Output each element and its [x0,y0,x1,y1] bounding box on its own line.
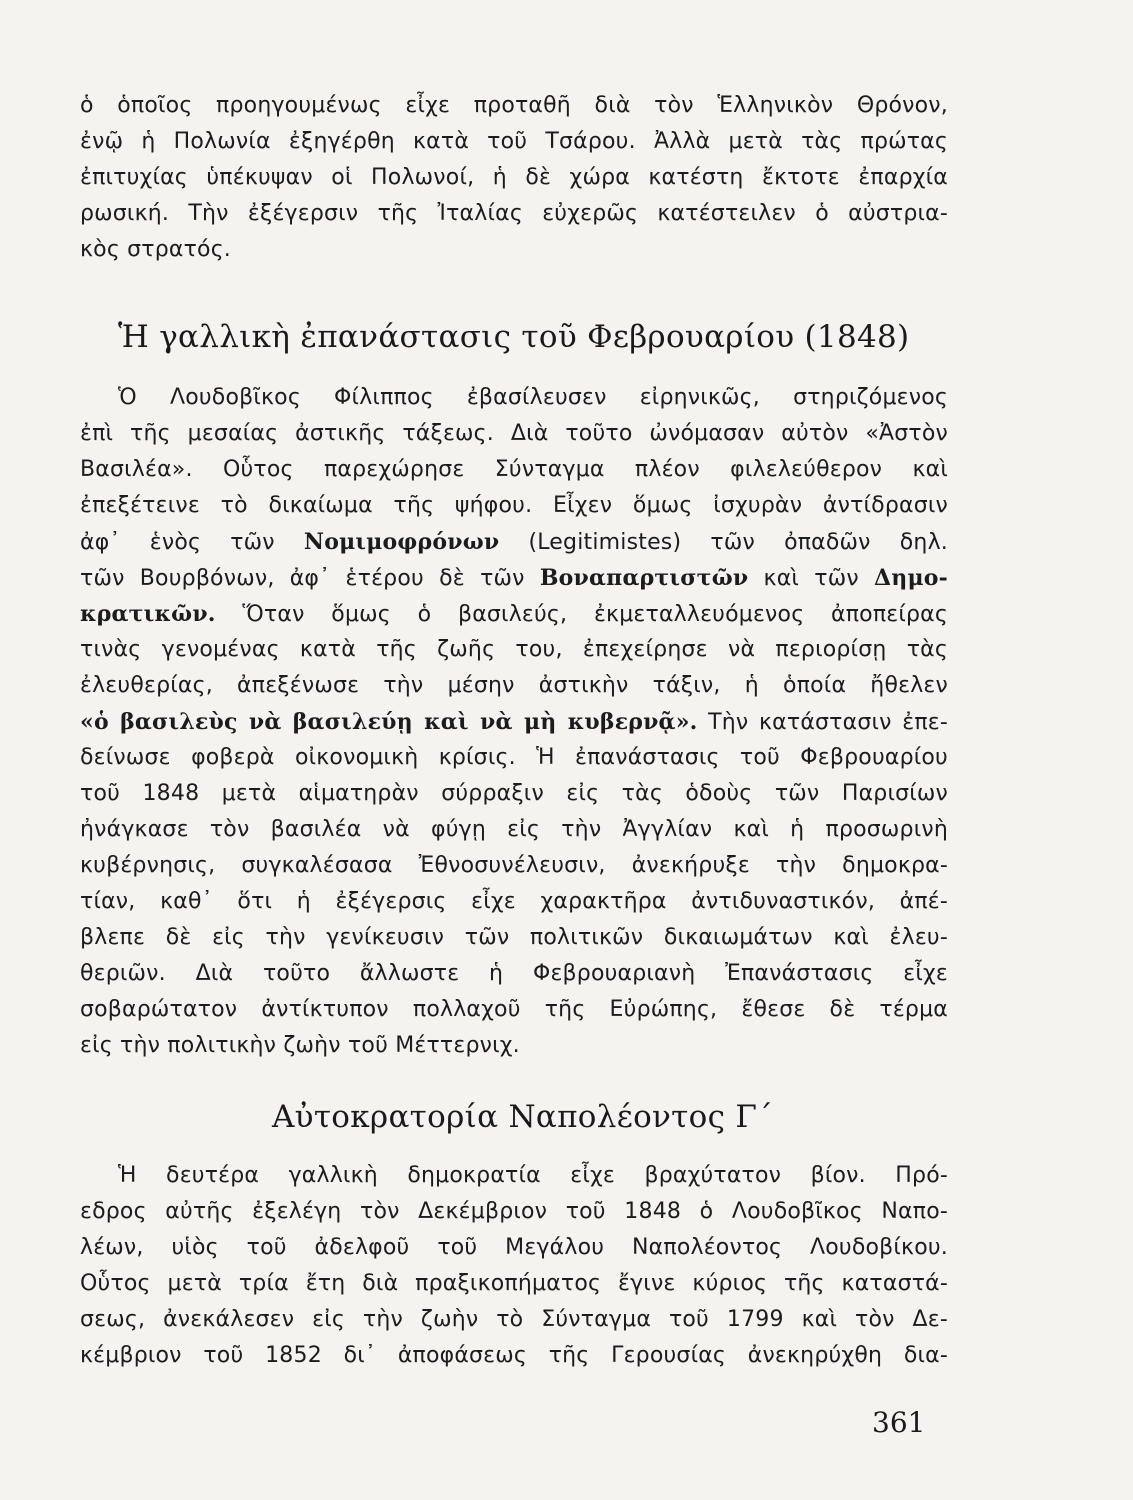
s1-line-18: σοβαρώτατον ἀντίκτυπον πολλαχοῦ τῆς Εὐρώπης, ἔθεσε δὲ τέρμα [80,997,948,1022]
page-number: 361 [872,1406,926,1439]
section-heading-february-revolution: Ἡ γαλλικὴ ἐπανάστασις τοῦ Φεβρουαρίου (1848) [118,319,910,355]
s1-line-7-post: Ὅταν ὅμως ὁ βασιλεύς, ἐκμεταλλευόμενος ἀποπείρας [215,602,948,627]
s1-line-16: βλεπε δὲ εἰς τὴν γενίκευσιν τῶν πολιτικῶν δικαιωμάτων καὶ ἐλευ- [80,925,948,950]
s1-line-12: τοῦ 1848 μετὰ αἱματηρὰν σύρραξιν εἰς τὰς ὁδοὺς τῶν Παρισίων [80,781,948,806]
term-legitimists: Νομιμοφρόνων [303,529,500,555]
s1-line-4: ἐπεξέτεινε τὸ δικαίωμα τῆς ψήφου. Εἶχεν ὅμως ἰσχυρὰν ἀντίδρασιν [80,493,948,518]
s2-line-6: κέμβριον τοῦ 1852 δι᾽ ἀποφάσεως τῆς Γερουσίας ἀνεκηρύχθη δια- [80,1343,948,1368]
s1-line-8: τινὰς γενομένας κατὰ τῆς ζωῆς του, ἐπεχείρησε νὰ περιορίσῃ τὰς [80,637,948,662]
s1-line-5-pre: ἀφ᾽ ἑνὸς τῶν [80,530,304,555]
s1-line-6-mid: καὶ τῶν [748,566,875,591]
s2-line-2: εδρος αὐτῆς ἐξελέγη τὸν Δεκέμβριον τοῦ 1848 ὁ Λουδοβῖκος Ναπο- [80,1199,948,1224]
intro-line-5: κὸς στρατός. [80,237,231,262]
s1-line-1: Ὁ Λουδοβῖκος Φίλιππος ἐβασίλευσεν εἰρηνικῶς, στηριζόμενος [118,385,948,410]
s1-line-6-pre: τῶν Βουρβόνων, ἀφ᾽ ἑτέρου δὲ τῶν [80,566,540,591]
intro-line-2: ἐνῷ ἡ Πολωνία ἐξηγέρθη κατὰ τοῦ Τσάρου. Ἀλλὰ μετὰ τὰς πρώτας [80,129,948,154]
intro-line-1: ὁ ὁποῖος προηγουμένως εἶχε προταθῆ διὰ τὸν Ἑλληνικὸν Θρόνον, [80,93,948,118]
s2-line-3: λέων, υἱὸς τοῦ ἀδελφοῦ τοῦ Μεγάλου Ναπολέοντος Λουδοβίκου. [80,1235,948,1260]
s1-line-14: κυβέρνησις, συγκαλέσασα Ἐθνοσυνέλευσιν, ἀνεκήρυξε τὴν δημοκρα- [80,853,948,878]
s1-line-19: εἰς τὴν πολιτικὴν ζωὴν τοῦ Μέττερνιχ. [80,1033,520,1058]
section-heading-napoleon-empire: Αὐτοκρατορία Ναπολέοντος Γ΄ [272,1099,774,1135]
s1-line-9: ἐλευθερίας, ἀπεξένωσε τὴν μέσην ἀστικὴν τάξιν, ἡ ὁποία ἤθελεν [80,673,948,698]
s1-line-15: τίαν, καθ᾽ ὅτι ἡ ἐξέγερσις εἶχε χαρακτῆρα ἀντιδυναστικόν, ἀπέ- [80,889,948,914]
term-democrats-part1: Δημο- [874,565,949,591]
s1-line-6 [80,564,948,593]
s1-line-5-post: (Legitimistes) τῶν ὀπαδῶν δηλ. [499,530,948,555]
term-democrats-part2: κρατικῶν. [80,601,216,627]
s1-line-10-post: Τὴν κατάστασιν ἐπε- [697,710,948,735]
s1-line-2: ἐπὶ τῆς μεσαίας ἀστικῆς τάξεως. Διὰ τοῦτο ὠνόμασαν αὐτὸν «Ἀστὸν [80,421,948,446]
s2-line-5: σεως, ἀνεκάλεσεν εἰς τὴν ζωὴν τὸ Σύνταγμα τοῦ 1799 καὶ τὸν Δε- [80,1307,948,1332]
s1-line-5 [80,528,948,557]
s1-line-13: ἠνάγκασε τὸν βασιλέα νὰ φύγῃ εἰς τὴν Ἀγγλίαν καὶ ἡ προσωρινὴ [80,817,948,842]
s1-line-7 [80,600,948,629]
s2-line-4: Οὗτος μετὰ τρία ἔτη διὰ πραξικοπήματος ἔγινε κύριος τῆς καταστά- [80,1271,948,1296]
s1-line-10 [80,708,948,737]
s1-line-3: Βασιλέα». Οὗτος παρεχώρησε Σύνταγμα πλέον φιλελεύθερον καὶ [80,457,948,482]
s1-line-11: δείνωσε φοβερὰ οἰκονομικὴ κρίσις. Ἡ ἐπανάστασις τοῦ Φεβρουαρίου [80,745,948,770]
term-bonapartists: Βοναπαρτιστῶν [539,565,749,591]
s1-line-17: θεριῶν. Διὰ τοῦτο ἄλλωστε ἡ Φεβρουαριανὴ Ἐπανάστασις εἶχε [80,961,948,986]
intro-line-4: ρωσική. Τὴν ἐξέγερσιν τῆς Ἰταλίας εὐχερῶς κατέστειλεν ὁ αὐστρια- [80,201,948,226]
quote-king-reigns: «ὁ βασιλεὺς νὰ βασιλεύῃ καὶ νὰ μὴ κυβερνᾷ». [80,709,698,735]
intro-line-3: ἐπιτυχίας ὑπέκυψαν οἱ Πολωνοί, ἡ δὲ χώρα κατέστη ἔκτοτε ἐπαρχία [80,165,948,190]
s2-line-1: Ἡ δευτέρα γαλλικὴ δημοκρατία εἶχε βραχύτατον βίον. Πρό- [118,1163,948,1188]
